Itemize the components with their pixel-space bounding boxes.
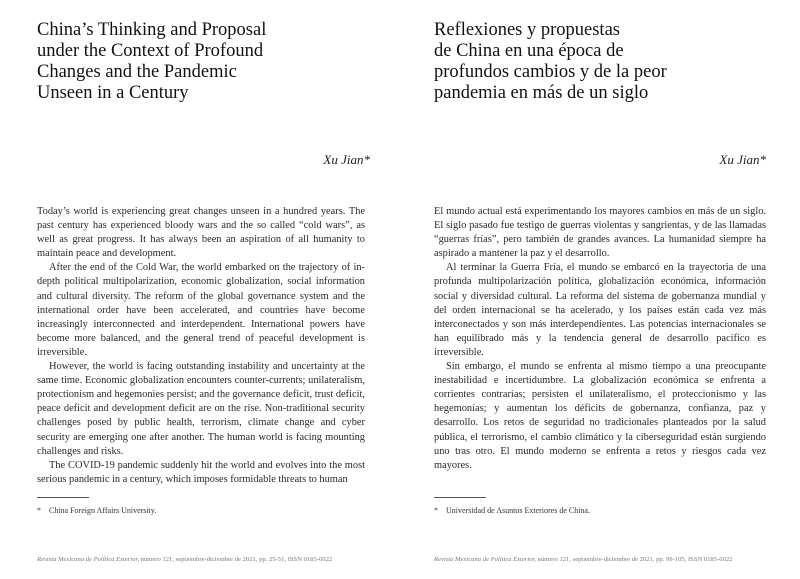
english-body-text: [37, 205, 365, 487]
footnote-text: China Foreign Affairs University.: [49, 506, 157, 515]
footnote-text: Universidad de Asuntos Exteriores de China.: [446, 506, 590, 515]
journal-details: número 121, septiembre-diciembre de 2021, pp. 99-105, ISSN 0185-6022: [536, 556, 733, 563]
english-title-line: China’s Thinking and Proposal: [37, 20, 267, 40]
spanish-body-text: [434, 205, 766, 473]
english-author: Xu Jian*: [323, 152, 370, 167]
footnote-divider: [434, 497, 486, 498]
spanish-paragraph: Sin embargo, el mundo se enfrenta al mismo tiempo a una preocupante inestabilidad e incertidumbre. La globalización económica se enfrenta a corrientes contrarias; persisten el unilateralismo, el proteccionismo y las hegemonías; y aumentan los déficits de gobernanza, confianza, paz y desarrollo. Los retos de seguridad no tradicionales planteados por la salud pública, el terrorismo, el cambio climático y la ciberseguridad están surgiendo uno tras otro. El mundo moderno se enfrenta a retos y riesgos cada vez mayores.: [434, 361, 766, 471]
spanish-footnote: [434, 506, 590, 515]
spanish-title: [434, 20, 774, 104]
english-running-footer: [37, 556, 332, 563]
english-paragraph: After the end of the Cold War, the world embarked on the trajectory of in-depth political multipolarization, economic globalization, social information and cultural diversity. The reform of the global governance system and the international order have been accelerated, and countries have become increasingly interconnected and interdependent. International powers have become more balanced, and the general trend of peaceful development is irreversible.: [37, 262, 365, 358]
footnote-mark: *: [434, 506, 438, 515]
spanish-paragraph: El mundo actual está experimentando los mayores cambios en más de un siglo. El siglo pasado fue testigo de guerras violentas y sangrientas, y de las llamadas “guerras frías”, pero también de grandes avances. La humanidad siempre ha aspirado a mantener la paz y el desarrollo.: [434, 206, 766, 260]
journal-name: Revista Mexicana de Política Exterior,: [434, 556, 536, 563]
english-title: [37, 20, 367, 104]
spanish-title-line: de China en una época de: [434, 41, 624, 61]
english-footnote: [37, 506, 156, 515]
journal-details: número 121, septiembre-diciembre de 2021, pp. 25-51, ISSN 0185-6022: [139, 556, 333, 563]
english-title-line: Changes and the Pandemic: [37, 62, 237, 82]
journal-name: Revista Mexicana de Política Exterior,: [37, 556, 139, 563]
spanish-title-line: profundos cambios y de la peor: [434, 62, 667, 82]
english-paragraph: However, the world is facing outstanding instability and uncertainty at the same time. Economic globalization encounters counter-currents; unilateralism, protectionism and hegemonies persist; and the governance deficit, trust deficit, peace deficit and development deficit are on the rise. Non-traditional security challenges posed by public health, terrorism, climate change and cyber security are emerging one after another. The human world is facing mounting challenges and risks.: [37, 361, 365, 457]
footnote-divider: [37, 497, 89, 498]
english-paragraph: Today’s world is experiencing great changes unseen in a hundred years. The past century has experienced bloody wars and the so called “cold wars”, as well as great progress. It has always been an aspiration of all humanity to maintain peace and development.: [37, 206, 365, 260]
spanish-running-footer: [434, 556, 733, 563]
footnote-mark: *: [37, 506, 41, 515]
spanish-title-line: pandemia en más de un siglo: [434, 83, 649, 103]
spanish-title-line: Reflexiones y propuestas: [434, 20, 620, 40]
english-title-line: Unseen in a Century: [37, 83, 189, 103]
english-paragraph: The COVID-19 pandemic suddenly hit the world and evolves into the most serious pandemic in a century, which imposes formidable threats to human: [37, 459, 365, 485]
spanish-paragraph: Al terminar la Guerra Fría, el mundo se embarcó en la trayectoria de una profunda multipolarización política, globalización económica, información social y diversidad cultural. La reforma del sistema de gobernanza mundial y del orden internacional se ha acelerado, y los países están cada vez más interconectados y son más interdependientes. Las potencias internacionales se han equilibrado más y la tendencia general de desarrollo pacífico es irreversible.: [434, 262, 766, 358]
english-title-line: under the Context of Profound: [37, 41, 264, 61]
spanish-author: Xu Jian*: [719, 152, 766, 167]
spanish-page: [400, 0, 800, 579]
